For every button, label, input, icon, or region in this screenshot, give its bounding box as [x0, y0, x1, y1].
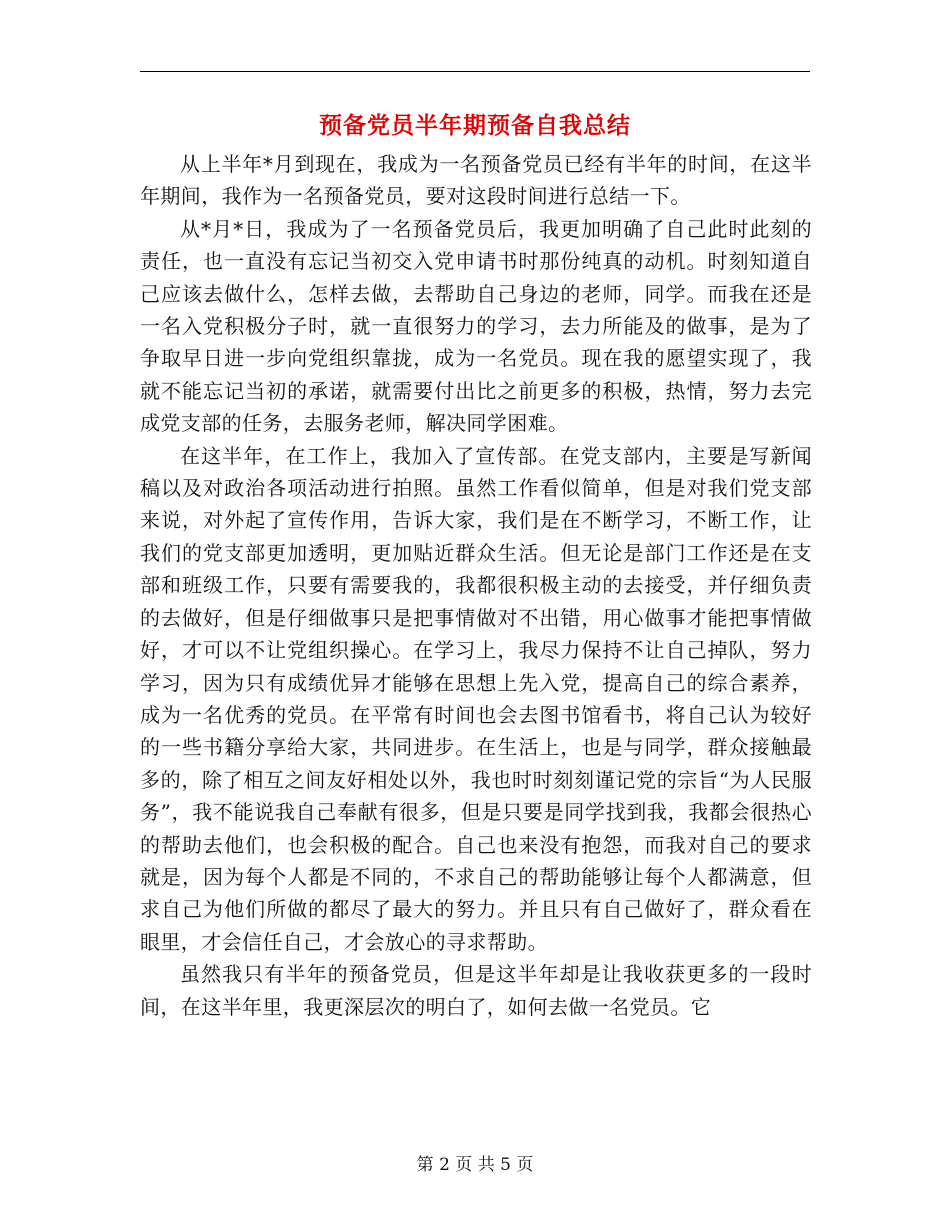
page-number-footer: 第 2 页 共 5 页	[416, 1155, 534, 1175]
header-rule	[140, 71, 810, 72]
document-body	[140, 148, 812, 1023]
document-title: 预备党员半年期预备自我总结	[319, 112, 631, 139]
paragraph-3: 在这半年，在工作上，我加入了宣传部。在党支部内，主要是写新闻稿以及对政治各项活动进行拍照。虽然工作看似简单，但是对我们党支部来说，对外起了宣传作用，告诉大家，我们是在不断学习，不断工作，让我们的党支部更加透明，更加贴近群众生活。但无论是部门工作还是在支部和班级工作，只要有需要我的，我都很积极主动的去接受，并仔细负责的去做好，但是仔细做事只是把事情做对不出错，用心做事才能把事情做好，才可以不让党组织操心。在学习上，我尽力保持不让自己掉队，努力学习，因为只有成绩优异才能够在思想上先入党，提高自己的综合素养，成为一名优秀的党员。在平常有时间也会去图书馆看书，将自己认为较好的一些书籍分享给大家，共同进步。在生活上，也是与同学，群众接触最多的，除了相互之间友好相处以外，我也时时刻刻谨记党的宗旨“为人民服务”，我不能说我自己奉献有很多，但是只要是同学找到我，我都会很热心的帮助去他们，也会积极的配合。自己也来没有抱怨，而我对自己的要求就是，因为每个人都是不同的，不求自己的帮助能够让每个人都满意，但求自己为他们所做的都尽了最大的努力。并且只有自己做好了，群众看在眼里，才会信任自己，才会放心的寻求帮助。	[140, 443, 812, 954]
paragraph-4: 虽然我只有半年的预备党员，但是这半年却是让我收获更多的一段时间，在这半年里，我更深层次的明白了，如何去做一名党员。它	[140, 962, 812, 1019]
paragraph-2: 从*月*日，我成为了一名预备党员后，我更加明确了自己此时此刻的责任，也一直没有忘记当初交入党申请书时那份纯真的动机。时刻知道自己应该去做什么，怎样去做，去帮助自己身边的老师，同学。而我在还是一名入党积极分子时，就一直很努力的学习，去力所能及的做事，是为了争取早日进一步向党组织靠拢，成为一名党员。现在我的愿望实现了，我就不能忘记当初的承诺，就需要付出比之前更多的积极，热情，努力去完成党支部的任务，去服务老师，解决同学困难。	[140, 216, 812, 436]
paragraph-1: 从上半年*月到现在，我成为一名预备党员已经有半年的时间，在这半年期间，我作为一名预备党员，要对这段时间进行总结一下。	[140, 152, 812, 209]
